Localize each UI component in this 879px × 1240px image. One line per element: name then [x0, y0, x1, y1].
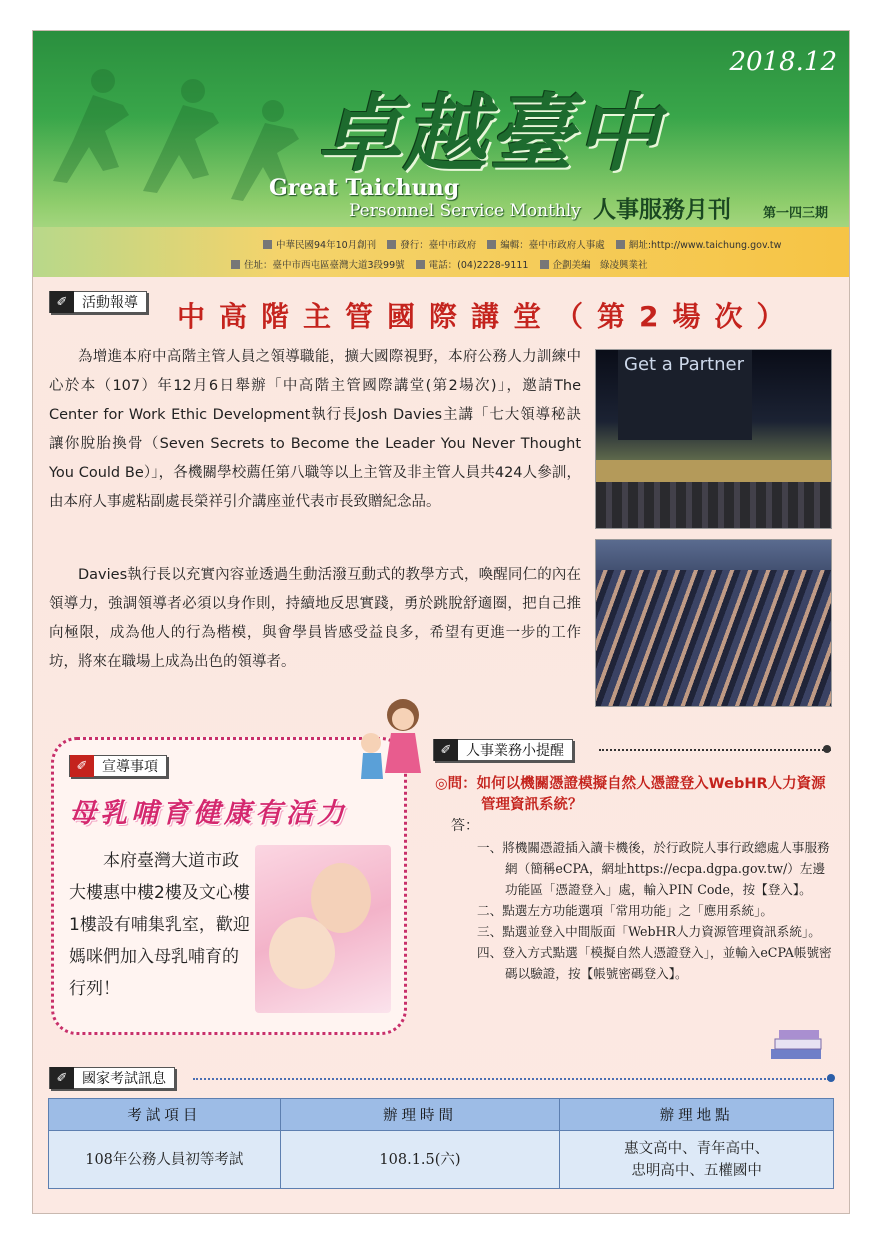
audience-raising-hands	[596, 570, 832, 707]
answer-step-2: 二、點選左方功能選項「常用功能」之「應用系統」。	[477, 903, 773, 918]
exam-location-line-1: 惠文高中、青年高中、	[624, 1140, 770, 1157]
answer-label: 答：	[451, 818, 479, 834]
tips-dotted-rule	[599, 749, 831, 751]
editor-text: 編輯：臺中市政府人事處	[500, 240, 605, 251]
masthead-title-en: Great Taichung	[269, 175, 460, 201]
pushpin-icon: ✐	[70, 755, 94, 777]
babies-photo	[255, 845, 391, 1013]
exam-table	[48, 1098, 834, 1189]
info-line-2	[223, 257, 648, 271]
masthead-title: 卓越臺中	[317, 85, 662, 183]
audience	[596, 482, 832, 529]
masthead-subtitle-en: Personnel Service Monthly	[349, 201, 581, 221]
pushpin-icon: ✐	[50, 291, 74, 313]
issue-number: 第一四三期	[763, 206, 829, 221]
article-title: 中高階主管國際講堂（第2場次）	[177, 300, 799, 333]
column-header-location: 辦理地點	[560, 1099, 834, 1131]
tips-question: ◎問：如何以機關憑證模擬自然人憑證登入WebHR人力資源管理資訊系統？	[435, 776, 826, 813]
exam-item-cell: 108年公務人員初等考試	[49, 1131, 281, 1189]
masthead-subtitle-zh: 人事服務月刊	[593, 196, 731, 223]
founded-text: 中華民國94年10月創刊	[276, 240, 377, 251]
bullet-square-icon	[416, 260, 425, 269]
publication-info-bar	[33, 227, 850, 277]
exam-dotted-rule	[193, 1078, 829, 1080]
audience-photo	[595, 539, 832, 707]
design-text: 企劃美編 綠凌興業社	[552, 260, 648, 271]
exam-location-cell	[560, 1131, 834, 1189]
bullet-square-icon	[540, 260, 549, 269]
issue-date: 2018.12	[729, 47, 837, 77]
lecture-photo	[595, 349, 832, 529]
exam-location-line-2: 忠明高中、五權國中	[631, 1162, 762, 1179]
answer-step-4: 四、登入方式點選「模擬自然人憑證登入」，並輸入eCPA帳號密碼以驗證，按【帳號密碼登入】。	[477, 945, 832, 981]
info-line-1	[255, 237, 781, 251]
section-label-activity: ✐ 活動報導	[49, 291, 147, 313]
column-header-date: 辦理時間	[280, 1099, 560, 1131]
bullet-square-icon	[487, 240, 496, 249]
books-icon	[767, 1027, 827, 1063]
bullet-square-icon	[263, 240, 272, 249]
runners-illustration	[33, 31, 333, 231]
slide-caption: Get a Partner	[624, 354, 744, 375]
section-label-tips: ✐ 人事業務小提醒	[433, 739, 573, 761]
website-link[interactable]: 網址:http://www.taichung.gov.tw	[628, 240, 782, 251]
exam-date-cell: 108.1.5(六)	[280, 1131, 560, 1189]
stage	[596, 460, 832, 482]
article-paragraph-2: Davies執行長以充實內容並透過生動活潑互動式的教學方式，喚醒同仁的內在領導力，強調領導者必須以身作則，持續地反思實踐，勇於跳脫舒適圈，把自己推向極限，成為他人的行為楷模，與會學員皆感受益良多，希望有更進一步的工作坊，將來在職場上成為出色的領導者。	[49, 567, 581, 670]
table-row	[49, 1131, 834, 1189]
answer-step-1: 一、將機關憑證插入讀卡機後，於行政院人事行政總處人事服務網（簡稱eCPA，網址https://ecpa.dgpa.gov.tw/）左邊功能區「憑證登入」處，輸入PIN Code，按【登入】。	[477, 840, 830, 897]
exam-rule-end-dot	[827, 1074, 835, 1082]
promo-text: 本府臺灣大道市政大樓惠中樓2樓及文心樓1樓設有哺集乳室，歡迎媽咪們加入母乳哺育的行列！	[69, 851, 250, 999]
section-label-promo: ✐ 宣導事項	[69, 755, 167, 777]
promo-title: 母乳哺育健康有活力	[69, 798, 348, 829]
newsletter-page	[32, 30, 850, 1214]
pushpin-icon: ✐	[50, 1067, 74, 1089]
phone-text: 電話：(04)2228-9111	[428, 260, 529, 271]
table-header-row	[49, 1099, 834, 1131]
baby-2	[269, 917, 335, 989]
answer-list	[477, 837, 833, 984]
pushpin-icon: ✐	[434, 739, 458, 761]
publisher-text: 發行：臺中市政府	[400, 240, 477, 251]
answer-step-3: 三、點選並登入中間版面「WebHR人力資源管理資訊系統」。	[477, 924, 821, 939]
address-text: 住址：臺中市西屯區臺灣大道3段99號	[244, 260, 405, 271]
article-paragraph-1: 為增進本府中高階主管人員之領導職能，擴大國際視野，本府公務人力訓練中心於本（107）年12月6日舉辦「中高階主管國際講堂(第2場次)」，邀請The Center for Work Ethic Development執行長Josh Davies主講「七大領導秘訣 讓你脫胎換骨（Seven Secrets to Become the Leader You Never Thought You Could Be）」，各機關學校薦任第八職等以上主管及非主管人員共424人參訓，由本府人事處粘副處長榮祥引介講座並代表市長致贈紀念品。	[49, 349, 581, 510]
bullet-square-icon	[387, 240, 396, 249]
column-header-item: 考試項目	[49, 1099, 281, 1131]
tips-rule-end-dot	[823, 745, 831, 753]
masthead	[33, 31, 850, 277]
bullet-square-icon	[231, 260, 240, 269]
kids-illustration	[351, 693, 431, 793]
bullet-square-icon	[616, 240, 625, 249]
section-label-exam: ✐ 國家考試訊息	[49, 1067, 175, 1089]
